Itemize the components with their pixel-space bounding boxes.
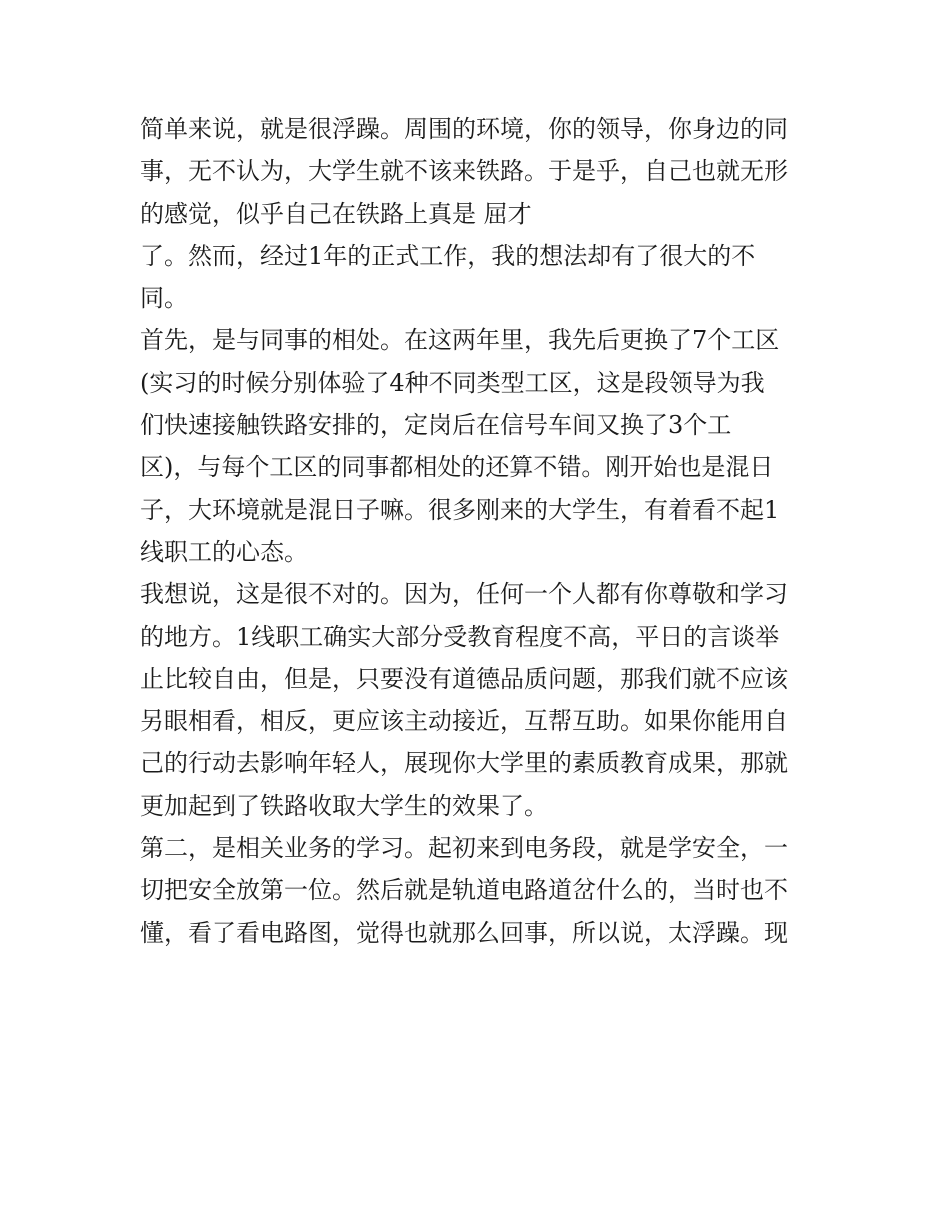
text-line: 同。	[140, 284, 188, 313]
text-line: 的地方。1线职工确实大部分受教育程度不高，平日的言谈举	[140, 622, 780, 651]
text-line: 己的行动去影响年轻人，展现你大学里的素质教育成果，那就	[140, 749, 788, 778]
text-line: 更加起到了铁路收取大学生的效果了。	[140, 791, 548, 820]
text-line: 线职工的心态。	[140, 537, 308, 566]
text-line: 第二，是相关业务的学习。起初来到电务段，就是学安全，一	[140, 834, 788, 863]
text-line: 切把安全放第一位。然后就是轨道电路道岔什么的，当时也不	[140, 876, 788, 905]
text-line: 懂，看了看电路图，觉得也就那么回事，所以说，太浮躁。现	[140, 918, 788, 947]
text-line: 简单来说，就是很浮躁。周围的环境，你的领导，你身边的同	[140, 115, 788, 143]
body-text	[140, 108, 820, 954]
text-line: 首先，是与同事的相处。在这两年里，我先后更换了7个工区	[140, 326, 780, 355]
text-line: 的感觉，似乎自己在铁路上真是 屈才	[140, 199, 532, 228]
text-line: 们快速接触铁路安排的，定岗后在信号车间又换了3个工	[140, 411, 732, 440]
text-line: 另眼相看，相反，更应该主动接近，互帮互助。如果你能用自	[140, 707, 788, 736]
text-line: 了。然而，经过1年的正式工作，我的想法却有了很大的不	[140, 241, 756, 270]
text-line: 区)，与每个工区的同事都相处的还算不错。刚开始也是混日	[140, 453, 774, 482]
text-line: 事，无不认为，大学生就不该来铁路。于是乎，自己也就无形	[140, 157, 788, 186]
text-line: 止比较自由，但是，只要没有道德品质问题，那我们就不应该	[140, 664, 788, 693]
text-line: (实习的时候分别体验了4种不同类型工区，这是段领导为我	[140, 368, 765, 397]
text-line: 子，大环境就是混日子嘛。很多刚来的大学生，有着看不起1	[140, 495, 780, 524]
text-line: 我想说，这是很不对的。因为，任何一个人都有你尊敬和学习	[140, 580, 788, 609]
